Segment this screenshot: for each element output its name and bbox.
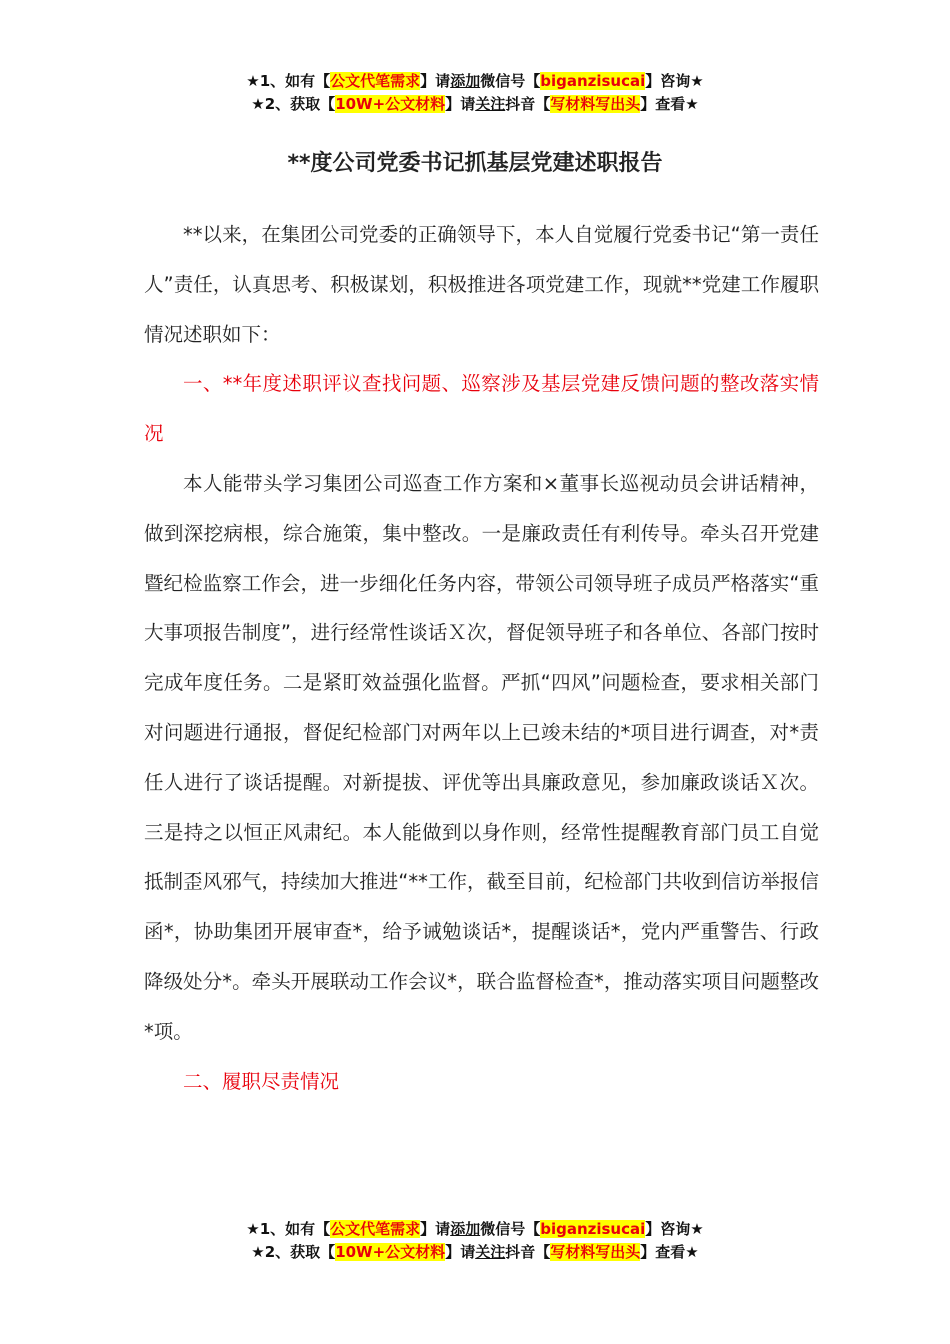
header-banner: [0, 70, 950, 116]
banner-text: 抖音【: [505, 1243, 551, 1261]
intro-paragraph: **以来，在集团公司党委的正确领导下，本人自觉履行党委书记“第一责任人”责任，认真思考、积极谋划，积极推进各项党建工作，现就**党建工作履职情况述职如下：: [144, 223, 819, 346]
banner-highlight-wechat: biganzisucai: [540, 1220, 646, 1238]
banner-line-2: [0, 1241, 950, 1264]
banner-text: ★2、获取【: [251, 95, 336, 113]
banner-text: ★1、如有【: [246, 1220, 331, 1238]
banner-text: 】咨询★: [645, 72, 704, 90]
banner-text: 】请: [420, 1220, 451, 1238]
banner-highlight-materials: 10W+公文材料: [335, 95, 446, 113]
banner-highlight-douyin: 写材料写出头: [550, 95, 641, 113]
banner-emphasis: 关注: [475, 1243, 506, 1261]
banner-emphasis: 关注: [475, 95, 506, 113]
banner-highlight-douyin: 写材料写出头: [550, 1243, 641, 1261]
banner-text: 】咨询★: [645, 1220, 704, 1238]
banner-text: ★1、如有【: [246, 72, 331, 90]
banner-line-1: [0, 1218, 950, 1241]
banner-text: 抖音【: [505, 95, 551, 113]
section-1-paragraph: 本人能带头学习集团公司巡查工作方案和×董事长巡视动员会讲话精神，做到深挖病根，综合施策，集中整改。一是廉政责任有利传导。牵头召开党建暨纪检监察工作会，进一步细化任务内容，带领公司领导班子成员严格落实“重大事项报告制度”，进行经常性谈话Ｘ次，督促领导班子和各单位、各部门按时完成年度任务。二是紧盯效益强化监督。严抓“四风”问题检查，要求相关部门对问题进行通报，督促纪检部门对两年以上已竣未结的*项目进行调查，对*责任人进行了谈话提醒。对新提拔、评优等出具廉政意见，参加廉政谈话Ｘ次。三是持之以恒正风肃纪。本人能做到以身作则，经常性提醒教育部门员工自觉抵制歪风邪气，持续加大推进“**工作，截至目前，纪检部门共收到信访举报信函*，协助集团开展审查*，给予诫勉谈话*，提醒谈话*，党内严重警告、行政降级处分*。牵头开展联动工作会议*，联合监督检查*，推动落实项目问题整改*项。: [144, 471, 819, 1043]
banner-line-1: [0, 70, 950, 93]
footer-banner: [0, 1218, 950, 1264]
banner-emphasis: 添加: [450, 1220, 481, 1238]
banner-emphasis: 添加: [450, 72, 481, 90]
banner-text: 】请: [420, 72, 451, 90]
banner-highlight-materials: 10W+公文材料: [335, 1243, 446, 1261]
banner-text: 微信号【: [480, 1220, 541, 1238]
document-title: **度公司党委书记抓基层党建述职报告: [287, 151, 663, 176]
banner-text: 】查看★: [640, 1243, 699, 1261]
banner-highlight-service: 公文代笔需求: [330, 72, 421, 90]
banner-line-2: [0, 93, 950, 116]
banner-text: ★2、获取【: [251, 1243, 336, 1261]
banner-highlight-wechat: biganzisucai: [540, 72, 646, 90]
banner-text: 微信号【: [480, 72, 541, 90]
banner-text: 】请: [445, 95, 476, 113]
banner-highlight-service: 公文代笔需求: [330, 1220, 421, 1238]
section-1-heading: 一、**年度述职评议查找问题、巡察涉及基层党建反馈问题的整改落实情况: [144, 372, 819, 446]
banner-text: 】请: [445, 1243, 476, 1261]
document-body: [144, 210, 819, 1106]
banner-text: 】查看★: [640, 95, 699, 113]
section-2-heading: 二、履职尽责情况: [183, 1069, 340, 1093]
